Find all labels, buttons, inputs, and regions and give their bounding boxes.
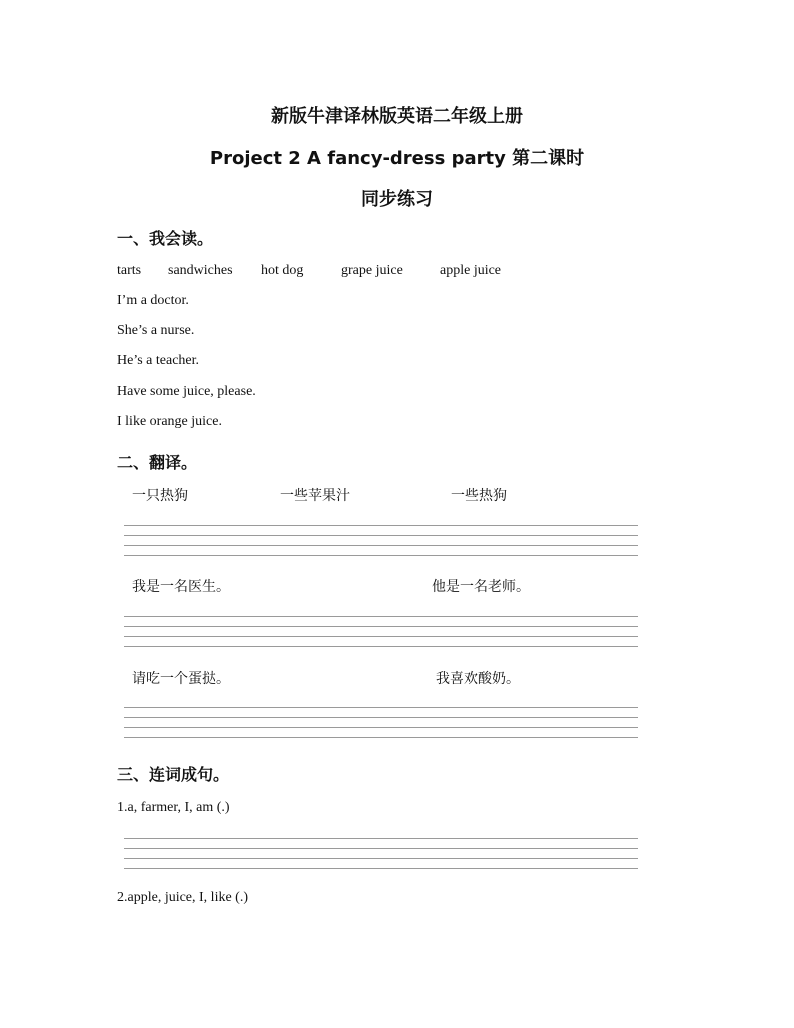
worksheet-subtitle: 同步练习	[361, 189, 433, 210]
word-item: hot dog	[261, 263, 304, 278]
translation-prompt: 请吃一个蛋挞。	[132, 671, 230, 687]
translation-prompt: 我喜欢酸奶。	[436, 671, 520, 687]
lesson-title: Project 2 A fancy-dress party 第二课时	[209, 148, 585, 169]
translation-prompt: 一只热狗	[132, 488, 188, 504]
writing-lines[interactable]	[124, 707, 638, 739]
word-item: grape juice	[341, 263, 403, 278]
section-1-heading: 一、我会读。	[117, 229, 214, 248]
writing-lines[interactable]	[124, 616, 638, 648]
reading-sentence: He’s a teacher.	[117, 353, 200, 368]
translation-prompt: 一些热狗	[451, 488, 507, 504]
word-item: tarts	[117, 263, 142, 278]
scrambled-sentence: 1.a, farmer, I, am (.)	[117, 800, 230, 815]
section-2-heading: 二、翻译。	[117, 453, 198, 472]
reading-sentence: Have some juice, please.	[117, 384, 256, 399]
translation-prompt: 我是一名医生。	[132, 579, 230, 595]
scrambled-sentence: 2.apple, juice, I, like (.)	[117, 890, 249, 905]
worksheet-title: 新版牛津译林版英语二年级上册	[271, 106, 523, 127]
reading-sentence: I like orange juice.	[117, 414, 222, 429]
section-3-heading: 三、连词成句。	[117, 765, 230, 784]
writing-lines[interactable]	[124, 838, 638, 870]
word-item: apple juice	[440, 263, 502, 278]
writing-lines[interactable]	[124, 525, 638, 557]
reading-sentence: She’s a nurse.	[117, 323, 195, 338]
translation-prompt: 他是一名老师。	[432, 579, 530, 595]
reading-sentence: I’m a doctor.	[117, 293, 189, 308]
word-item: sandwiches	[168, 263, 233, 278]
translation-prompt: 一些苹果汁	[280, 488, 350, 504]
